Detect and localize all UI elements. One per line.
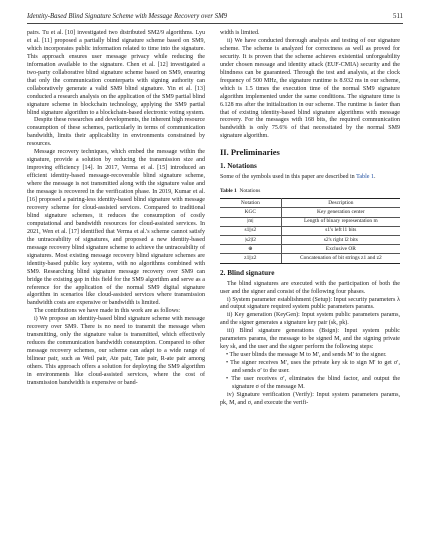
left-column [27, 30, 205, 388]
list-item: • The signer receives M′, uses the private key sk to sign M′ to get σ′, and sends σ′ to the user. [226, 360, 400, 375]
notations-intro: Some of the symbols used in this paper are described in [220, 174, 355, 181]
paragraph: iv) Signature verification (Verify): Input system parameters params, pk, M, and σ, and execute the verifi- [220, 391, 400, 406]
table-cell: KGC [220, 208, 281, 217]
list-item: • The user receives σ′, eliminates the blind factor, and output the signature σ of the message M. [226, 376, 400, 390]
table-header-cell: Notation [220, 199, 281, 208]
paragraph: The blind signatures are executed with the participation of both the user and the signer and consist of the following four phases. [220, 280, 400, 295]
table-caption-text: Notations [239, 188, 261, 195]
running-title: Identity-Based Blind Signature Scheme with Message Recovery over SM9 [27, 12, 228, 20]
table-cell: |s2|l2 [220, 236, 281, 245]
table-caption-label: Table 1 [220, 188, 237, 195]
header-rule [27, 23, 403, 24]
table-cell: s1's left l1 bits [281, 226, 400, 235]
paragraph [220, 174, 400, 182]
subsection-title: 2. Blind signature [220, 268, 275, 277]
notation-table [220, 198, 400, 263]
table-caption [220, 188, 400, 195]
section-title: II. Preliminaries [220, 147, 280, 158]
table-cell: Concatenation of bit strings z1 and z2 [281, 254, 400, 263]
table-header-row [220, 199, 400, 208]
table-header-cell: Description [281, 199, 400, 208]
table-cell: s1||s2 [220, 226, 281, 235]
table-row [220, 208, 400, 217]
paragraph: iii) Blind signature generations (Bsign): Input system public parameters params, the message to be signed M, and the signing private key sk, and the user and the signer perform the following steps: [220, 328, 400, 351]
paragraph: i) System parameter establishment (Setup): Input security parameters λ and output signature required system public parameters params. [220, 296, 400, 311]
table-cell: s2's right l2 bits [281, 236, 400, 245]
paragraph: Despite these researches and developments, the inherent high resource consumption of these schemes, particularly in terms of communication bandwidth, limits their applicability in environments constrained by resources. [27, 117, 205, 148]
table-row [220, 245, 400, 254]
table-cell: z1||z2 [220, 254, 281, 263]
paragraph: ii) Key generation (KeyGen): Input system public parameters params, and the signer generates a signature key pair (sk, pk). [220, 312, 400, 327]
table-cell: Exclusive OR [281, 245, 400, 254]
table-cell: ⊕ [220, 245, 281, 254]
table-cell: |m| [220, 217, 281, 226]
table-reference-link[interactable]: Table 1 [356, 174, 374, 181]
paragraph: width is limited. [220, 30, 260, 36]
table-row [220, 217, 400, 226]
notations-intro-end: . [373, 174, 376, 181]
paragraph: pairs. Tu et al. [10] investigated two distributed SM2/9 algorithms. Lyu et al. [11] proposed a partially blind signature scheme based on SM9, which incorporates public information related to time into the signature. This approach ensures user message privacy while reducing the information available to the signature. Chen et al. [12] investigated a two-party collaborative blind signature scheme based on SM9, ensuring that only the communication counterparts with signing authority can collaboratively generate a valid SM9 blind signature. Yin et al. [13] conducted a research analysis on the application of the SM9 partial blind signature scheme in blockchain technology, applying the SM9 partial blind signature algorithm to a blockchain-based electronic voting system. [27, 30, 205, 116]
paragraph: The contributions we have made in this work are as follows: [34, 308, 181, 315]
paragraph: ii) We have conducted thorough analysis and testing of our signature scheme. The scheme is analyzed for correctness as well as proved for security. It is proven that the scheme achieves existential unforgeability under chosen message and identity attack (EUF-CMIA) security and the blindness can be guaranteed. Through the test and analysis, at the clock frequency of 500 MHz, the signature runtime is 8.932 ms in our scheme, which is 1.5 times the execution time of the normal SM9 signature algorithm implemented under the same conditions. The signature time is 6.128 ms after the initialization in our scheme. The runtime is faster than that of existing identity-based blind signature algorithms with message recovery. For the messages with 168 bits, the required communication bandwidth is only 75.6% of that necessitated by the normal SM9 signature algorithm. [220, 37, 400, 140]
subsection-title: 1. Notations [220, 162, 257, 171]
list-item: • The user blinds the message M to M′, and sends M′ to the signer. [226, 352, 387, 359]
paragraph: Message recovery techniques, which embed the message within the signature, provide a solution by reducing the transmission size and improving efficiency [14]. In 2017, Verma et al. [15] introduced an efficient identity-based message-recoverable blind signature scheme, where the message is not transmitted along with the signature value and the message is recovered in the verification phase. In 2019, Kumar et al. [16] proposed a pairing-less identity-based blind signature with message recovery scheme for cloud-assisted services. Compared to traditional blind signature schemes, it reduces the consumption of costly computational and bandwidth resources for cloud-assisted services. In 2021, Wen et al. [17] identified that Verma et al.'s scheme cannot satisfy the untraceability of signatures, and proposed a new identity-based message recovery blind signature scheme to achieve the untraceability of signatures. Most existing message recovery blind signature schemes are identity-based public key systems, with no algorithms combined with SM9. Researching blind signature message recovery over SM9 can bridge the existing gap in this field for the SM9 algorithm and serve as a reference for the application of the normal SM9 digital signature algorithm in scenarios like cloud-assisted services where transmission bandwidth costs are expensive or bandwidth is limited. [27, 149, 205, 307]
page-number: 511 [393, 12, 403, 20]
running-header [27, 10, 403, 22]
table-cell: Length of binary representation m [281, 217, 400, 226]
table-row [220, 236, 400, 245]
paragraph: i) We propose an identity-based blind signature scheme with message recovery over SM9. There is no need to transmit the message when transmitting, only the signature value is transmitted, which effectively reduces the communication bandwidth consumption. Compared to other message recovery schemes, our scheme can adapt to a wide range of bilinear pair, such as Weil pair, Ate pair, Tate pair, R-ate pair among others. This approach offers a solution for deploying the SM9 algorithm in environments like cloud-assisted services, where the cost of transmission bandwidth is expensive or band- [27, 316, 205, 386]
right-column [220, 30, 400, 408]
table-row [220, 226, 400, 235]
table-row [220, 254, 400, 263]
table-cell: Key generation center [281, 208, 400, 217]
